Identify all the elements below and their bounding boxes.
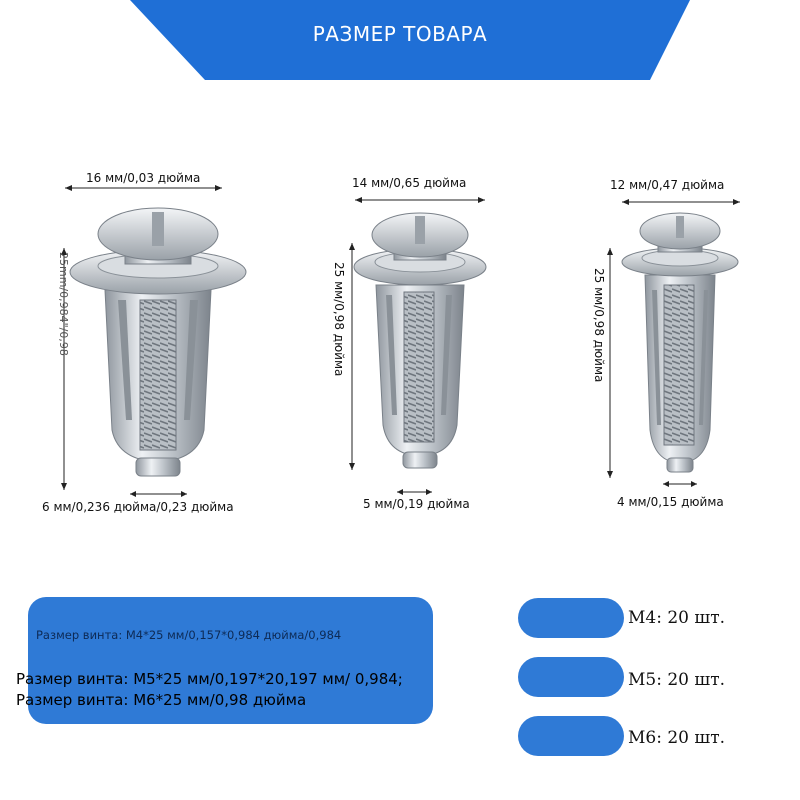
item3-width-label: 12 мм/0,47 дюйма — [610, 178, 725, 192]
anchor-m6-drawing — [61, 185, 246, 497]
anchor-m4-drawing — [607, 199, 740, 487]
qty-pill-m6 — [518, 716, 624, 756]
spec-large-text: Размер винта: M5*25 мм/0,197*20,197 мм/ 0,984; Размер винта: M6*25 мм/0,98 дюйма — [16, 670, 403, 709]
item1-bottom-label: 6 мм/0,236 дюйма/0,23 дюйма — [42, 500, 234, 514]
item2-bottom-label: 5 мм/0,19 дюйма — [363, 497, 470, 511]
qty-pill-m4 — [518, 598, 624, 638]
item1-width-label: 16 мм/0,03 дюйма — [86, 171, 201, 185]
item2-width-label: 14 мм/0,65 дюйма — [352, 176, 467, 190]
qty-label-m4: M4: 20 шт. — [628, 608, 726, 628]
anchor-m5-drawing — [349, 197, 486, 495]
item1-height-label: 25mm/0,984"/0,98 — [57, 252, 70, 356]
qty-label-m5: M5: 20 шт. — [628, 670, 726, 690]
qty-label-m6: M6: 20 шт. — [628, 728, 726, 748]
spec-small-text: Размер винта: M4*25 мм/0,157*0,984 дюйма/0,984 — [36, 628, 342, 642]
item3-bottom-label: 4 мм/0,15 дюйма — [617, 495, 724, 509]
qty-pill-m5 — [518, 657, 624, 697]
item2-height-label: 25 мм/0,98 дюйма — [332, 262, 346, 377]
item3-height-label: 25 мм/0,98 дюйма — [592, 268, 606, 383]
page-title: РАЗМЕР ТОВАРА — [312, 22, 488, 46]
